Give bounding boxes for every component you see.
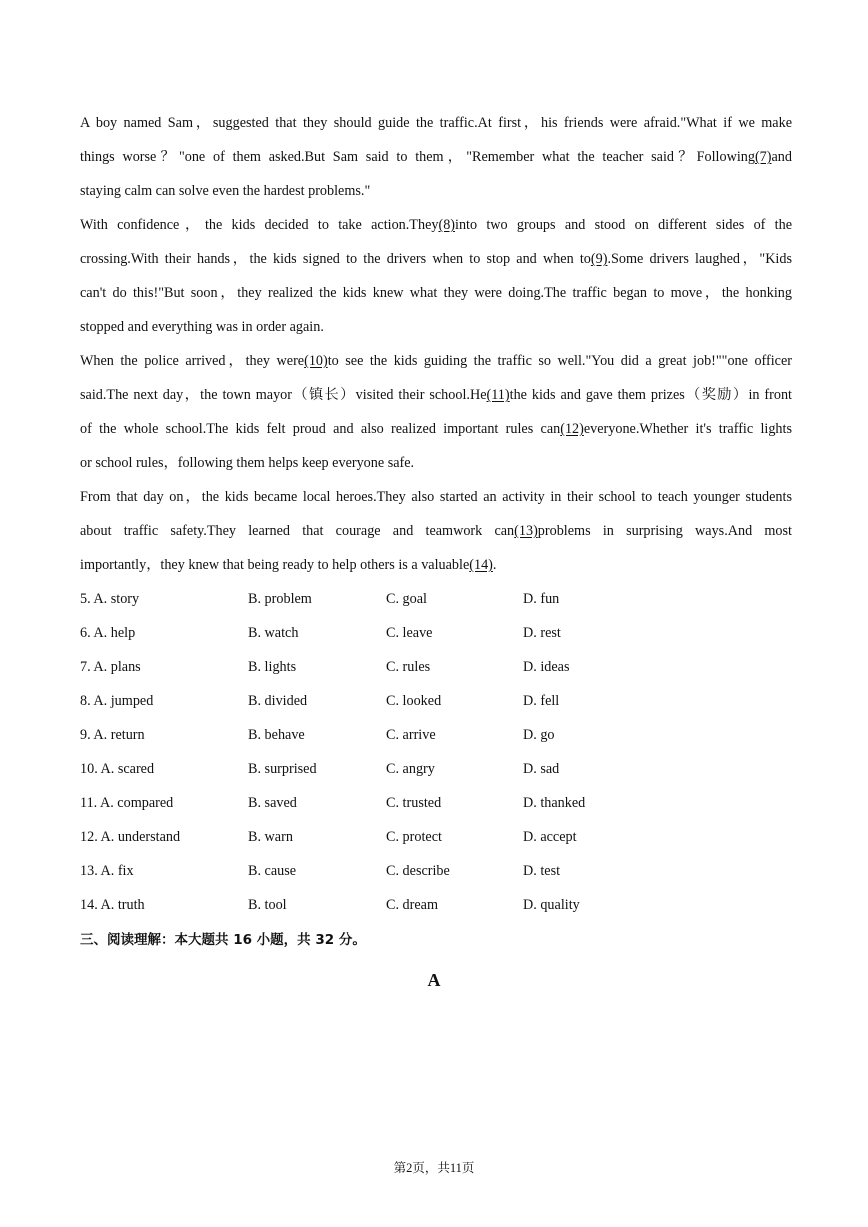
passage-text: of the whole school.The kids felt proud and also realized important rules can xyxy=(80,421,561,437)
blank-14: (14) xyxy=(469,557,493,573)
option-d: D. ideas xyxy=(523,659,570,675)
question-13-options xyxy=(80,856,680,890)
blank-9: (9) xyxy=(590,251,608,267)
option-a: 11. A. compared xyxy=(80,795,174,811)
blank-12: (12) xyxy=(560,421,584,437)
option-a: 8. A. jumped xyxy=(80,693,154,709)
option-b: B. lights xyxy=(248,659,297,675)
passage-text: importantly，they knew that being ready to help others is a valuable xyxy=(80,557,470,573)
option-d: D. fun xyxy=(523,591,560,607)
question-7-options xyxy=(80,652,680,686)
blank-13: (13) xyxy=(514,523,538,539)
option-c: C. looked xyxy=(386,693,442,709)
option-c: C. goal xyxy=(386,591,427,607)
option-d: D. fell xyxy=(523,693,560,709)
passage-text: about traffic safety.They learned that courage and teamwork can xyxy=(80,523,515,539)
passage-text: to see the kids guiding the traffic so well."You did a great job!""one officer xyxy=(327,353,792,369)
option-d: D. rest xyxy=(523,625,561,641)
passage-text: .Some drivers laughed，"Kids xyxy=(607,251,792,267)
passage-line xyxy=(80,244,792,278)
passage-line xyxy=(80,346,792,380)
option-a: 6. A. help xyxy=(80,625,136,641)
passage-line xyxy=(80,278,792,312)
option-c: C. angry xyxy=(386,761,435,777)
option-d: D. thanked xyxy=(523,795,586,811)
question-14-options xyxy=(80,890,680,924)
passage-text: into two groups and stood on different sides of the xyxy=(455,217,793,233)
passage-text: With confidence，the kids decided to take action.They xyxy=(80,217,439,233)
question-6-options xyxy=(80,618,680,652)
passage-text: When the police arrived，they were xyxy=(80,353,305,369)
passage-line xyxy=(80,108,792,142)
blank-11: (11) xyxy=(486,387,510,403)
passage-heading: A xyxy=(427,970,441,990)
passage-text: A boy named Sam，suggested that they should guide the traffic.At first，his friends were afraid."What if we make xyxy=(80,115,792,131)
passage-text: crossing.With their hands，the kids signed to the drivers when to stop and when to xyxy=(80,251,591,267)
option-b: B. problem xyxy=(248,591,312,607)
option-a: 7. A. plans xyxy=(80,659,141,675)
passage-text: problems in surprising ways.And most xyxy=(537,523,792,539)
question-11-options xyxy=(80,788,680,822)
option-c: C. describe xyxy=(386,863,450,879)
option-c: C. trusted xyxy=(386,795,442,811)
option-d: D. test xyxy=(523,863,561,879)
option-d: D. go xyxy=(523,727,555,743)
option-a: 5. A. story xyxy=(80,591,140,607)
option-b: B. warn xyxy=(248,829,293,845)
blank-10: (10) xyxy=(304,353,328,369)
question-8-options xyxy=(80,686,680,720)
option-d: D. sad xyxy=(523,761,560,777)
passage-text: everyone.Whether it's traffic lights xyxy=(583,421,792,437)
passage-line xyxy=(80,210,792,244)
option-b: B. divided xyxy=(248,693,308,709)
passage-line xyxy=(80,516,792,550)
option-d: D. accept xyxy=(523,829,577,845)
passage-text: can't do this!"But soon，they realized the kids knew what they were doing.The traffic began to move，the honking xyxy=(80,285,792,301)
option-b: B. surprised xyxy=(248,761,317,777)
option-c: C. leave xyxy=(386,625,433,641)
page-footer: 第2页，共11页 xyxy=(393,1161,475,1175)
option-b: B. saved xyxy=(248,795,297,811)
blank-8: (8) xyxy=(438,217,456,233)
question-10-options xyxy=(80,754,680,788)
option-a: 10. A. scared xyxy=(80,761,155,777)
option-c: C. dream xyxy=(386,897,439,913)
option-b: B. tool xyxy=(248,897,287,913)
option-c: C. protect xyxy=(386,829,442,845)
option-b: B. behave xyxy=(248,727,305,743)
passage-text: . xyxy=(492,557,497,573)
option-a: 12. A. understand xyxy=(80,829,181,845)
passage-line xyxy=(80,550,792,584)
passage-text: stopped and everything was in order again. xyxy=(80,319,324,335)
blank-7: (7) xyxy=(754,149,772,165)
passage-line xyxy=(80,482,792,516)
passage-text: staying calm can solve even the hardest problems." xyxy=(80,183,371,199)
option-b: B. watch xyxy=(248,625,299,641)
section-heading: 三、阅读理解：本大题共 16 小题，共 32 分。 xyxy=(80,932,366,948)
passage-line xyxy=(80,312,792,346)
passage-text: From that day on，the kids became local heroes.They also started an activity in their school to teach younger students xyxy=(80,489,792,505)
option-a: 9. A. return xyxy=(80,727,145,743)
passage-line xyxy=(80,176,792,210)
question-5-options xyxy=(80,584,680,618)
option-a: 14. A. truth xyxy=(80,897,145,913)
cloze-passage xyxy=(80,108,792,584)
option-c: C. arrive xyxy=(386,727,436,743)
passage-text: the kids and gave them prizes（奖励）in front xyxy=(509,387,792,403)
option-c: C. rules xyxy=(386,659,431,675)
passage-text: or school rules，following them helps keep everyone safe. xyxy=(80,455,415,471)
question-9-options xyxy=(80,720,680,754)
passage-line xyxy=(80,142,792,176)
passage-line xyxy=(80,380,792,414)
option-a: 13. A. fix xyxy=(80,863,134,879)
question-12-options xyxy=(80,822,680,856)
option-d: D. quality xyxy=(523,897,580,913)
option-b: B. cause xyxy=(248,863,297,879)
passage-line xyxy=(80,414,792,448)
passage-text: and xyxy=(771,149,792,165)
passage-text: said.The next day，the town mayor（镇长）visited their school.He xyxy=(80,387,487,403)
passage-line xyxy=(80,448,792,482)
answer-options xyxy=(80,584,680,924)
passage-text: things worse？"one of them asked.But Sam said to them，"Remember what the teacher said？Following xyxy=(80,149,755,165)
